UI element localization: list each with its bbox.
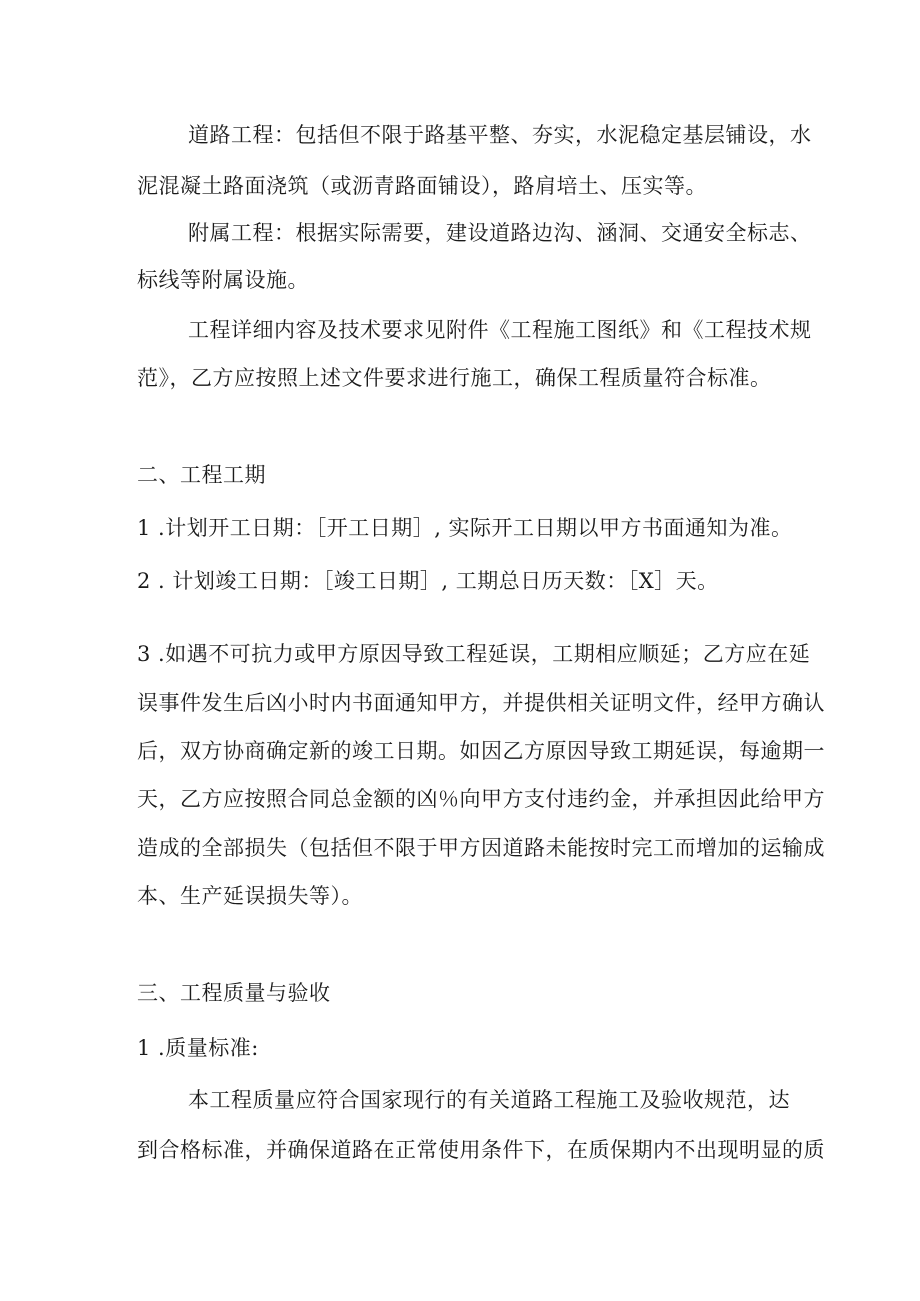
schedule-item-delay-line-5: 造成的全部损失（包括但不限于甲方因道路未能按时完工而增加的运输成 xyxy=(137,836,825,860)
schedule-item-delay-line-6: 本、生产延误损失等）。 xyxy=(137,884,363,908)
quality-paragraph-line-2: 到合格标准，并确保道路在正常使用条件下，在质保期内不出现明显的质 xyxy=(137,1138,825,1162)
paragraph-road-work-line-1: 道路工程：包括但不限于路基平整、夯实，水泥稳定基层铺设，水 xyxy=(188,123,812,147)
paragraph-technical-requirements-line-1: 工程详细内容及技术要求见附件《工程施工图纸》和《工程技术规 xyxy=(188,318,812,342)
quality-item-standard: 1 .质量标准: xyxy=(137,1036,259,1060)
schedule-item-delay-line-1: 3 .如遇不可抗力或甲方原因导致工程延误，工期相应顺延；乙方应在延 xyxy=(137,642,811,666)
paragraph-ancillary-work-line-2: 标线等附属设施。 xyxy=(137,268,309,292)
paragraph-road-work-line-2: 泥混凝土路面浇筑（或沥青路面铺设），路肩培土、压实等。 xyxy=(137,174,707,198)
paragraph-technical-requirements-line-2: 范》，乙方应按照上述文件要求进行施工，确保工程质量符合标准。 xyxy=(137,366,772,390)
schedule-item-completion-date: 2 . 计划竣工日期：［竣工日期］, 工期总日历天数：［X］天。 xyxy=(137,569,719,593)
schedule-item-delay-line-4: 天，乙方应按照合同总金额的凶％向甲方支付违约金，并承担因此给甲方 xyxy=(137,787,825,811)
schedule-item-start-date: 1 .计划开工日期：［开工日期］, 实际开工日期以甲方书面通知为准。 xyxy=(137,516,793,540)
schedule-item-delay-line-2: 误事件发生后凶小时内书面通知甲方，并提供相关证明文件，经甲方确认 xyxy=(137,691,825,715)
quality-paragraph-line-1: 本工程质量应符合国家现行的有关道路工程施工及验收规范，达 xyxy=(188,1088,790,1112)
schedule-item-delay-line-3: 后，双方协商确定新的竣工日期。如因乙方原因导致工期延误，每逾期一 xyxy=(137,739,825,763)
section-heading-schedule: 二、工程工期 xyxy=(137,463,266,487)
paragraph-ancillary-work-line-1: 附属工程：根据实际需要，建设道路边沟、涵洞、交通安全标志、 xyxy=(188,221,812,245)
section-heading-quality: 三、工程质量与验收 xyxy=(137,981,331,1005)
